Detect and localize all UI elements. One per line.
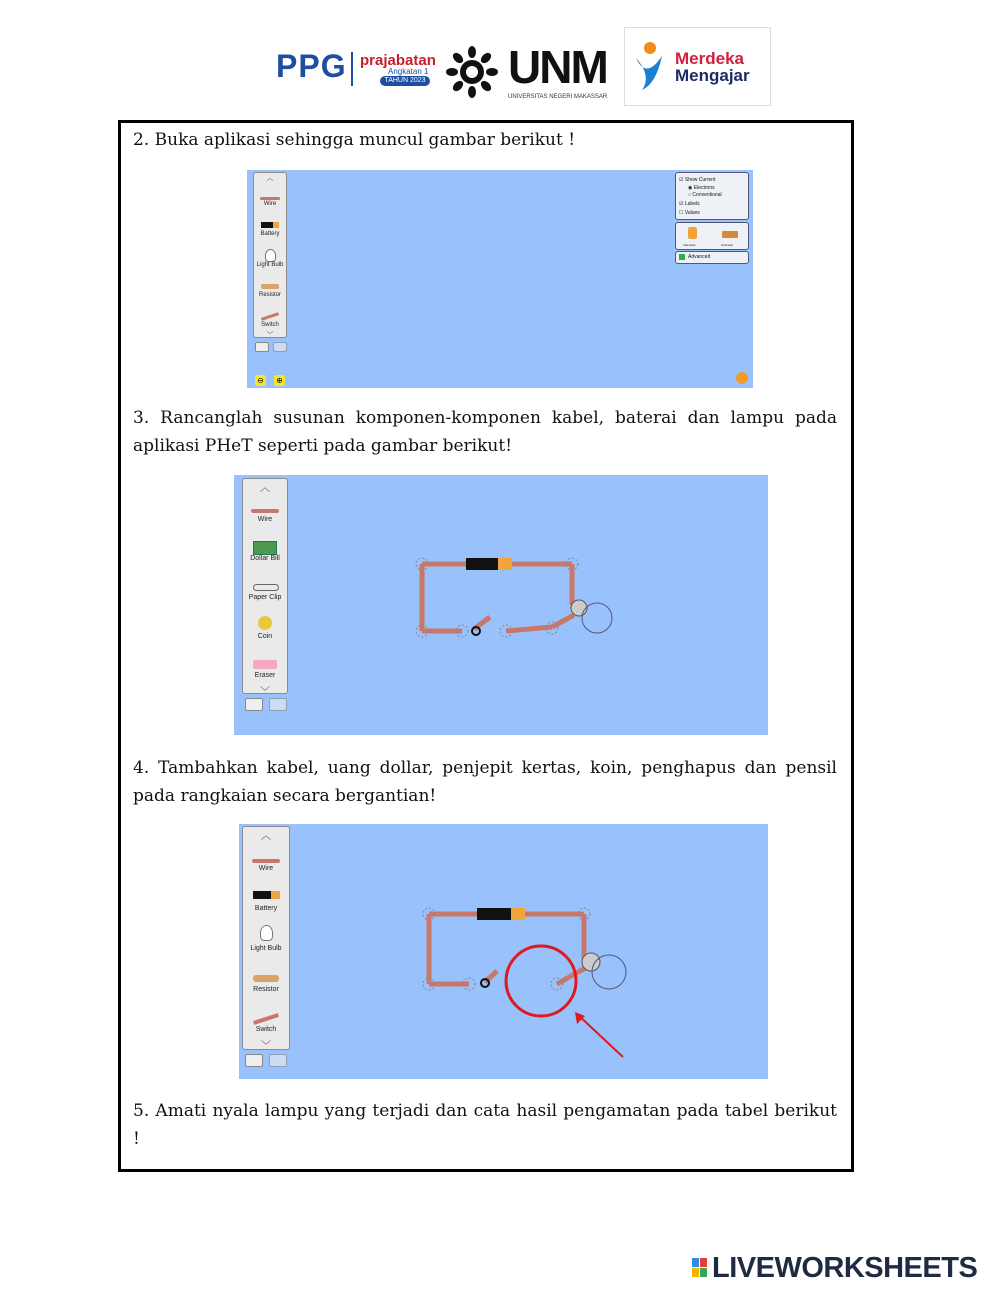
zoom-out-icon[interactable]: ⊖ <box>255 375 266 386</box>
expand-icon[interactable] <box>679 254 685 260</box>
resistor-icon <box>261 284 279 289</box>
palette-item-wire[interactable]: Wire <box>258 865 274 872</box>
phet-menu-icon[interactable] <box>736 372 748 384</box>
bulb-glass <box>582 603 612 633</box>
meters-panel <box>675 222 749 250</box>
phet-screenshot-2 <box>234 475 768 735</box>
arrow-line <box>577 1014 623 1057</box>
mengajar-text: Mengajar <box>675 66 750 85</box>
electrons-label: Electrons <box>693 185 715 191</box>
scroll-down-icon[interactable]: ﹀ <box>266 332 274 339</box>
light-bulb-icon <box>265 249 276 262</box>
step-4-text: 4. Tambahkan kabel, uang dollar, penjepit kertas, koin, penghapus dan pensil pada rangkaian secara bergantian! <box>133 758 837 806</box>
liveworksheets-brand: LIVEWORKSHEETS <box>712 1252 978 1284</box>
display-options-panel <box>675 172 749 220</box>
values-label: Values <box>684 210 700 216</box>
unm-subtitle: UNIVERSITAS NEGERI MAKASSAR <box>508 94 608 100</box>
step-5-text: 5. Amati nyala lampu yang terjadi dan cata hasil pengamatan pada tabel berikut ! <box>133 1101 837 1149</box>
palette-item-light-bulb[interactable]: Light Bulb <box>256 262 284 268</box>
circuit-diagram <box>234 475 768 735</box>
battery-cap <box>498 558 512 570</box>
scroll-down-icon[interactable]: ﹀ <box>260 687 270 698</box>
zoom-in-icon[interactable]: ⊕ <box>274 375 285 386</box>
electrons-radio[interactable]: ◉ Electrons <box>688 185 715 191</box>
wire-to-bulb <box>552 615 574 627</box>
step-2-text: 2. Buka aplikasi sehingga muncul gambar berikut ! <box>133 130 576 150</box>
scroll-up-icon[interactable]: ︿ <box>260 483 270 494</box>
palette-item-battery[interactable]: Battery <box>254 905 278 912</box>
advanced-panel[interactable] <box>675 251 749 264</box>
labels-checkbox[interactable]: ☑ Labels <box>679 201 700 207</box>
unm-emblem-icon <box>446 46 498 98</box>
circuit-diagram <box>239 824 768 1079</box>
angkatan-text: Angkatan 1 <box>388 67 429 76</box>
ammeter-label: Ammeter <box>721 243 734 247</box>
wire-bottom-right <box>506 627 552 631</box>
palette-item-eraser[interactable]: Eraser <box>254 672 276 679</box>
battery-body <box>466 558 498 570</box>
wire-to-bulb <box>557 967 587 984</box>
values-checkbox[interactable]: ☐ Values <box>679 210 700 216</box>
scroll-up-icon[interactable]: ︿ <box>261 831 271 842</box>
palette-item-switch[interactable]: Switch <box>261 322 279 328</box>
lifelike-view-button[interactable] <box>255 342 269 352</box>
liveworksheets-logo-icon <box>692 1258 708 1278</box>
battery-cap-icon <box>273 222 279 228</box>
step-3-text: 3. Rancanglah susunan komponen-komponen kabel, baterai dan lampu pada aplikasi PHeT seperti pada gambar berikut! <box>133 408 837 456</box>
voltmeter-icon[interactable] <box>688 227 697 239</box>
phet-screenshot-3 <box>239 824 768 1079</box>
battery-cap <box>511 908 525 920</box>
bulb-base <box>571 600 587 616</box>
palette-item-light-bulb[interactable]: Light Bulb <box>250 945 282 952</box>
ammeter-icon[interactable] <box>722 231 738 238</box>
merdeka-text: Merdeka <box>675 49 744 68</box>
palette-item-dollar-bill[interactable]: Dollar Bill <box>250 555 280 562</box>
switch-icon <box>261 312 279 320</box>
advanced-label: Advanced <box>688 254 711 260</box>
unm-logo-text: UNM <box>508 41 607 93</box>
ppg-logo-text: PPG <box>276 48 347 84</box>
labels-label: Labels <box>684 201 700 207</box>
scroll-up-icon[interactable]: ︿ <box>266 175 274 182</box>
merdeka-mengajar-icon <box>632 40 672 92</box>
logo-divider <box>351 52 353 86</box>
component-palette <box>253 172 287 338</box>
voltmeter-label: Voltmeter <box>683 243 696 247</box>
arrow-head <box>575 1012 585 1024</box>
palette-item-paper-clip[interactable]: Paper Clip <box>248 594 282 601</box>
show-current-label: Show Current <box>684 177 716 183</box>
palette-item-wire[interactable]: Wire <box>263 201 277 207</box>
palette-item-resistor[interactable]: Resistor <box>253 986 279 993</box>
palette-item-coin[interactable]: Coin <box>257 633 273 640</box>
wire-icon <box>260 197 280 200</box>
tahun-badge: TAHUN 2023 <box>380 76 430 86</box>
scroll-down-icon[interactable]: ﹀ <box>261 1041 271 1052</box>
show-current-checkbox[interactable]: ☑ Show Current <box>679 177 716 183</box>
battery-icon <box>261 222 273 228</box>
palette-item-switch[interactable]: Switch <box>255 1026 277 1033</box>
palette-item-wire[interactable]: Wire <box>257 516 273 523</box>
palette-item-battery[interactable]: Battery <box>260 231 280 237</box>
phet-screenshot-1 <box>247 170 753 388</box>
conventional-label: Conventional <box>692 192 722 198</box>
battery-body <box>477 908 511 920</box>
schematic-view-button[interactable] <box>273 342 287 352</box>
bulb-glass <box>592 955 626 989</box>
palette-item-resistor[interactable]: Resistor <box>258 292 281 298</box>
conventional-radio[interactable]: ○ Conventional <box>688 192 722 198</box>
bulb-base <box>582 953 600 971</box>
prajabatan-text: prajabatan <box>360 52 436 69</box>
